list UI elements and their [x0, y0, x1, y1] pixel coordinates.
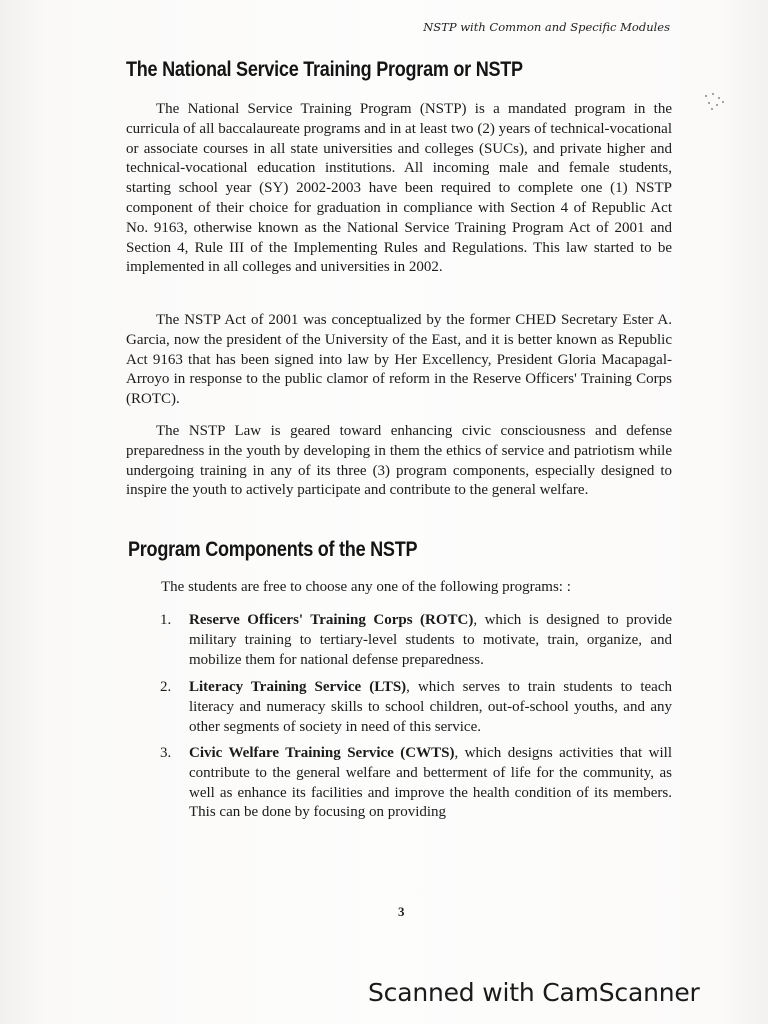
- section-heading-nstp: The National Service Training Program or NSTP: [126, 58, 523, 81]
- list-item-rotc: [160, 611, 672, 670]
- list-item-text: [189, 611, 672, 670]
- camscanner-watermark: Scanned with CamScanner: [368, 978, 700, 1007]
- scan-speck-marks: [703, 92, 725, 112]
- list-item-cwts: [160, 744, 672, 823]
- list-item-lts: [160, 678, 672, 737]
- paragraph-nstp-act: The NSTP Act of 2001 was conceptualized by the former CHED Secretary Ester A. Garcia, now the president of the University of the East, and it is better known as Republic Act 9163 that has been signed into law by Her Excellency, President Gloria Macapagal-Arroyo in response to the public clamor of reform in the Reserve Officers' Training Corps (ROTC).: [126, 312, 672, 408]
- list-item-text: [189, 678, 672, 737]
- list-item-number: 2.: [160, 679, 172, 695]
- list-item-term: Literacy Training Service (LTS): [189, 679, 407, 695]
- program-list-intro: The students are free to choose any one of the following programs: :: [161, 579, 571, 595]
- paragraph-nstp-law-goals: The NSTP Law is geared toward enhancing civic consciousness and defense preparedness in the youth by developing in them the ethics of service and patriotism while undergoing training in any of its three (3) program components, especially designed to inspire the youth to actively participate and contribute to the general welfare.: [126, 423, 672, 499]
- list-item-term: Civic Welfare Training Service (CWTS): [189, 745, 455, 761]
- list-item-number: 1.: [160, 612, 172, 628]
- paragraph-nstp-mandate: The National Service Training Program (NSTP) is a mandated program in the curricula of all baccalaureate programs and in at least two (2) years of technical-vocational or associate courses in all state universities and colleges (SUCs), and private higher and technical-vocational education institutions. All incoming male and female students, starting school year (SY) 2002-2003 have been required to complete one (1) NSTP component of their choice for graduation in compliance with Section 4 of Republic Act No. 9163, otherwise known as the National Service Training Program Act of 2001 and Section 4, Rule III of the Implementing Rules and Regulations. This law started to be implemented in all colleges and universities in 2002.: [126, 101, 672, 276]
- list-item-description: , which is designed to provide military training to tertiary-level students to motivate, train, organize, and mobilize them for national defense preparedness.: [189, 612, 672, 668]
- section-heading-program-components: Program Components of the NSTP: [128, 538, 418, 561]
- list-item-text: [189, 744, 672, 823]
- list-item-description: , which designs activities that will contribute to the general welfare and betterment of life for the community, as well as enhance its facilities and improve the health condition of its members. This can be done by focusing on providing: [189, 745, 672, 821]
- list-item-description: , which serves to train students to teach literacy and numeracy skills to school children, out-of-school youths, and any other segments of society in need of this service.: [189, 679, 672, 735]
- list-item-term: Reserve Officers' Training Corps (ROTC): [189, 612, 474, 628]
- list-item-number: 3.: [160, 745, 172, 761]
- running-header: NSTP with Common and Specific Modules: [423, 20, 670, 34]
- page-number: 3: [398, 904, 405, 919]
